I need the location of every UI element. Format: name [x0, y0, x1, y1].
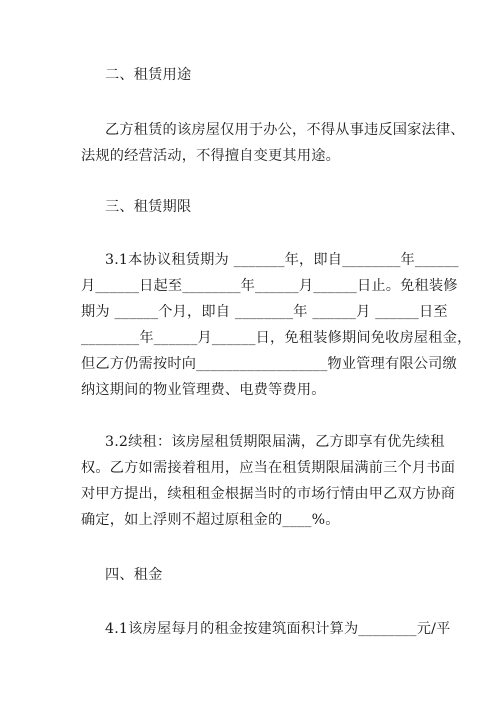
paragraph-line: 对甲方提出，续租租金根据当时的市场行情由甲乙双方协商: [81, 486, 456, 502]
paragraph-line: 期为 ______个月，即自 ________年 ______月 ______日至: [81, 304, 448, 320]
paragraph-line: 3.2续租：该房屋租赁期限届满，乙方即享有优先续租: [105, 434, 445, 450]
paragraph-line: ________年______月______日，免租装修期间免收房屋租金，: [81, 330, 472, 346]
paragraph-line: 4.1该房屋每月的租金按建筑面积计算为________元/平: [105, 621, 451, 637]
paragraph-line: 乙方租赁的该房屋仅用于办公，不得从事违反国家法律、: [105, 122, 465, 138]
paragraph-line: 月______日起至________年______月______日止。免租装修: [81, 278, 458, 294]
paragraph-line: 纳这期间的物业管理费、电费等费用。: [81, 382, 326, 398]
section-heading-term: 三、租赁期限: [105, 199, 192, 215]
paragraph-line: 3.1本协议租赁期为 _______年，即自________年______: [105, 252, 459, 268]
paragraph-line: 权。乙方如需接着租用，应当在租赁期限届满前三个月书面: [81, 460, 456, 476]
paragraph-line: 但乙方仍需按时向__________________物业管理有限公司缴: [81, 356, 457, 372]
section-heading-rent: 四、租金: [105, 567, 163, 583]
section-heading-usage: 二、租赁用途: [105, 67, 192, 83]
paragraph-line: 确定，如上浮则不超过原租金的____%。: [81, 512, 340, 528]
paragraph-line: 法规的经营活动，不得擅自变更其用途。: [81, 148, 340, 164]
